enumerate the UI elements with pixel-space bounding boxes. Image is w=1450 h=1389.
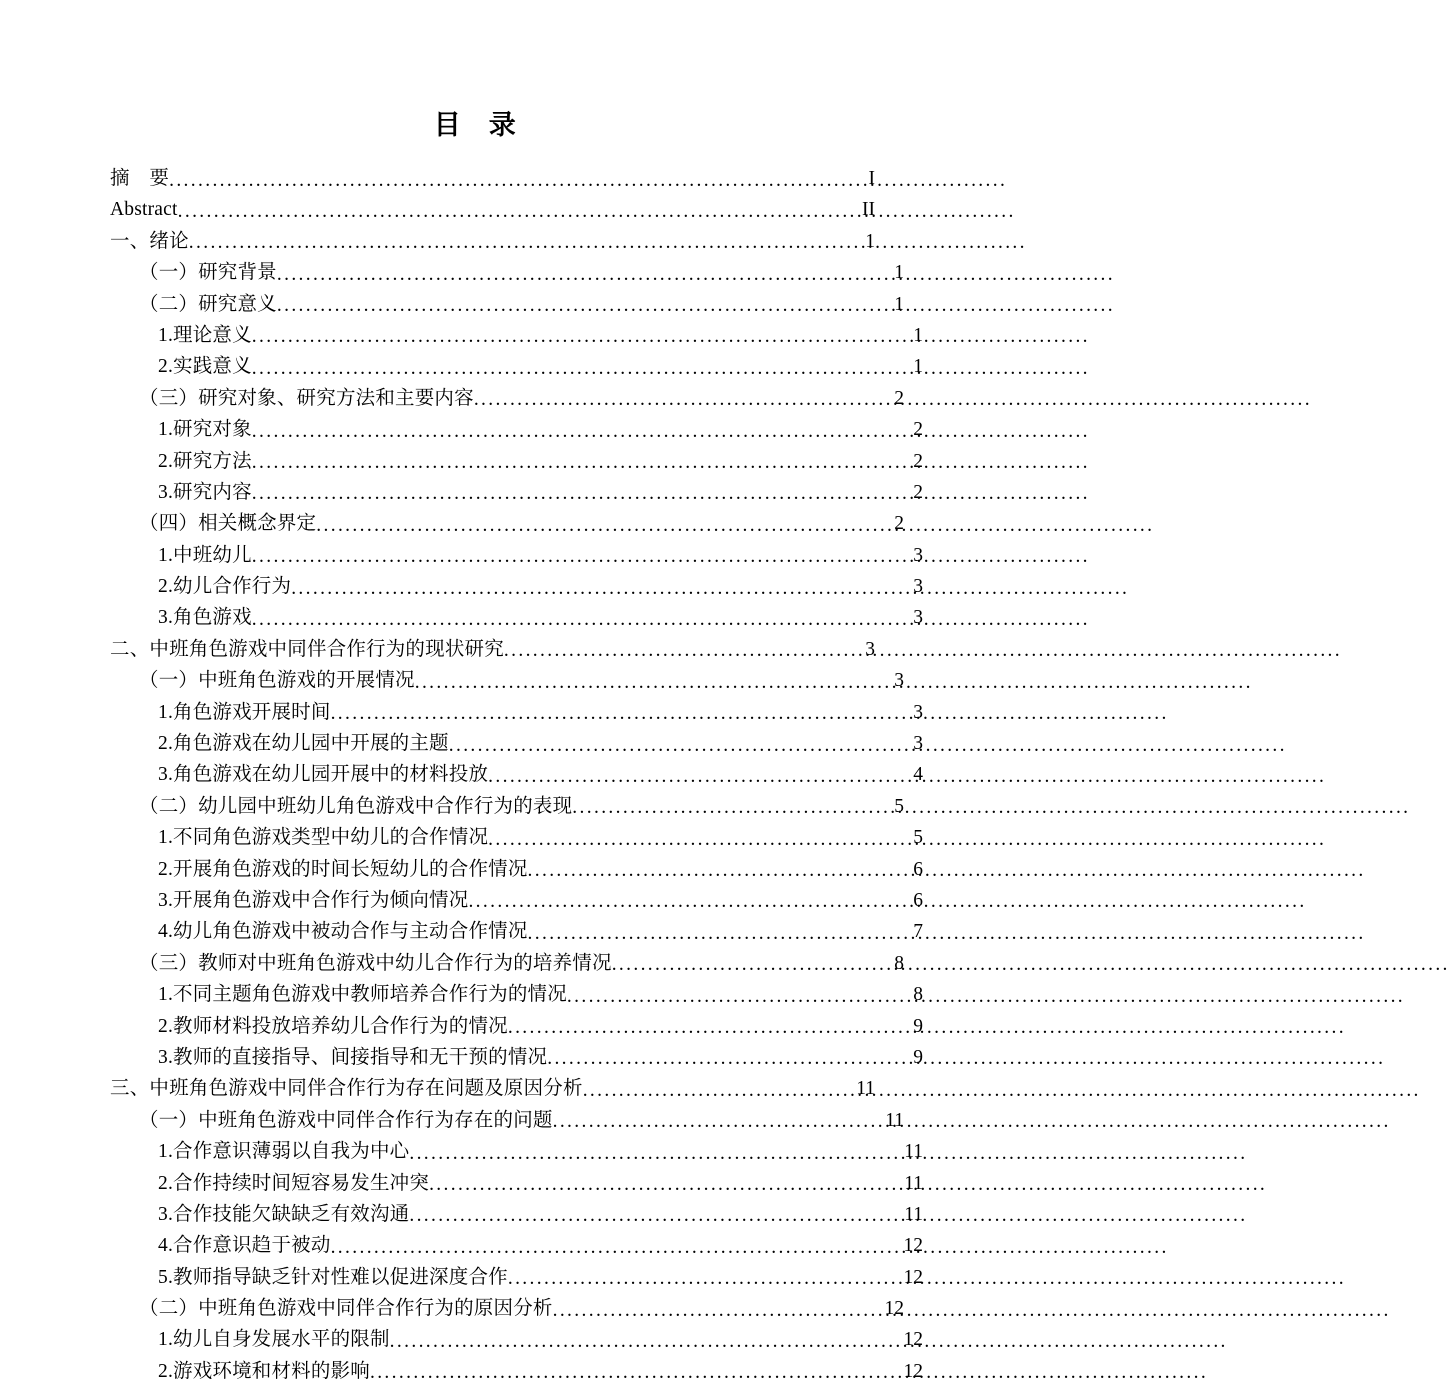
toc-dot-leader [169,165,867,185]
toc-dot-leader [612,949,894,969]
toc-entry-label: 1.理论意义 [158,324,252,346]
toc-entry-page-number: 5 [894,795,904,817]
toc-entry[interactable] [110,446,923,477]
toc-entry-page-number: 8 [913,984,923,1006]
toc-entry-page-number: 3 [913,733,923,755]
toc-entry-page-number: 11 [904,1141,923,1163]
toc-entry[interactable] [110,540,923,571]
toc-entry-label: 3.研究内容 [158,481,252,503]
toc-entry[interactable] [110,1356,923,1387]
toc-dot-leader [277,259,893,279]
toc-dot-leader [331,698,913,718]
toc-entry-label: 3.角色游戏 [158,607,252,629]
toc-entry[interactable] [110,414,923,445]
toc-entry[interactable] [110,1073,875,1104]
toc-entry-page-number: 11 [904,1203,923,1225]
toc-entry[interactable] [110,854,923,885]
toc-dot-leader [331,1232,903,1252]
toc-dot-leader [508,1263,903,1283]
toc-entry[interactable] [110,508,904,539]
toc-entry-label: （三）教师对中班角色游戏中幼儿合作行为的培养情况 [139,952,612,974]
toc-entry-label: 1.幼儿自身发展水平的限制 [158,1329,390,1351]
table-of-contents-list [110,163,923,1387]
toc-entry[interactable] [110,634,875,665]
toc-entry[interactable] [110,351,923,382]
toc-dot-leader [252,416,912,436]
toc-entry-label: 2.教师材料投放培养幼儿合作行为的情况 [158,1015,508,1037]
toc-entry-label: Abstract [110,199,178,221]
toc-entry[interactable] [110,885,923,916]
toc-entry-page-number: 1 [865,230,875,252]
toc-entry-page-number: 12 [884,1298,904,1320]
toc-entry-label: （二）幼儿园中班幼儿角色游戏中合作行为的表现 [139,795,573,817]
toc-dot-leader [189,227,864,247]
toc-entry-page-number: 1 [913,356,923,378]
toc-entry-page-number: 7 [913,921,923,943]
toc-entry-page-number: 3 [865,638,875,660]
toc-entry-page-number: 9 [913,1046,923,1068]
toc-entry[interactable] [110,1324,923,1355]
toc-entry-page-number: I [868,168,875,189]
toc-entry-label: （一）中班角色游戏中同伴合作行为存在的问题 [139,1109,553,1131]
toc-entry-page-number: 11 [885,1109,904,1131]
toc-entry-label: 二、中班角色游戏中同伴合作行为的现状研究 [110,638,504,660]
toc-entry-page-number: 3 [913,701,923,723]
toc-entry-page-number: 8 [894,952,904,974]
toc-entry[interactable] [110,257,904,288]
toc-dot-leader [572,792,893,812]
toc-entry[interactable] [110,979,923,1010]
toc-entry-page-number: 5 [913,827,923,849]
toc-entry-label: 4.幼儿角色游戏中被动合作与主动合作情况 [158,921,528,943]
toc-entry-page-number: 3 [913,607,923,629]
toc-entry-label: 1.角色游戏开展时间 [158,701,331,723]
toc-dot-leader [553,1106,885,1126]
toc-entry-label: 3.教师的直接指导、间接指导和无干预的情况 [158,1046,548,1068]
toc-entry[interactable] [110,1199,923,1230]
toc-entry[interactable] [110,571,923,602]
toc-entry-page-number: 3 [913,576,923,598]
toc-dot-leader [583,1075,856,1095]
toc-dot-leader [252,604,912,624]
toc-entry-label: （二）中班角色游戏中同伴合作行为的原因分析 [139,1298,553,1320]
toc-entry[interactable] [110,697,923,728]
toc-dot-leader [429,1169,903,1189]
toc-dot-leader [252,541,912,561]
toc-dot-leader [468,886,912,906]
toc-entry[interactable] [110,383,904,414]
toc-entry[interactable] [110,1042,923,1073]
toc-entry-label: 1.合作意识薄弱以自我为中心 [158,1141,410,1163]
toc-dot-leader [508,1012,912,1032]
toc-entry-page-number: II [862,199,875,221]
toc-entry-label: 2.合作持续时间短容易发生冲突 [158,1172,430,1194]
toc-dot-leader [528,918,913,938]
toc-entry-label: 摘 要 [110,168,170,189]
toc-dot-leader [488,824,912,844]
toc-entry[interactable] [110,289,904,320]
toc-dot-leader [277,290,893,310]
toc-entry-page-number: 2 [894,387,904,409]
toc-entry-label: （一）研究背景 [139,262,277,284]
toc-entry[interactable] [110,320,923,351]
toc-dot-leader [415,667,894,687]
toc-entry-page-number: 11 [904,1172,923,1194]
toc-entry-label: 3.合作技能欠缺缺乏有效沟通 [158,1203,410,1225]
toc-entry-page-number: 9 [913,1015,923,1037]
toc-entry-page-number: 1 [894,293,904,315]
toc-entry[interactable] [110,1293,904,1324]
toc-dot-leader [252,321,912,341]
toc-entry-label: 1.研究对象 [158,419,252,441]
toc-dot-leader [547,1043,912,1063]
toc-entry-page-number: 12 [903,1266,923,1288]
toc-entry-label: 3.角色游戏在幼儿园开展中的材料投放 [158,764,489,786]
toc-entry[interactable] [110,665,904,696]
toc-entry-page-number: 2 [913,450,923,472]
toc-entry-page-number: 12 [903,1360,923,1382]
toc-dot-leader [567,981,912,1001]
toc-dot-leader [178,196,861,216]
toc-entry-label: 2.幼儿合作行为 [158,576,292,598]
toc-entry-label: 2.开展角色游戏的时间长短幼儿的合作情况 [158,858,528,880]
toc-entry-label: 4.合作意识趋于被动 [158,1235,331,1257]
toc-entry-page-number: 1 [894,262,904,284]
toc-dot-leader [252,478,912,498]
toc-entry-label: 1.不同主题角色游戏中教师培养合作行为的情况 [158,984,567,1006]
toc-entry[interactable] [110,916,923,947]
toc-entry[interactable] [110,1011,923,1042]
toc-entry[interactable] [110,728,923,759]
toc-entry-label: 2.角色游戏在幼儿园中开展的主题 [158,733,449,755]
toc-entry[interactable] [110,602,923,633]
toc-entry[interactable] [110,163,875,194]
toc-entry-page-number: 12 [903,1235,923,1257]
toc-entry-label: 1.不同角色游戏类型中幼儿的合作情况 [158,827,489,849]
toc-entry-label: 2.游戏环境和材料的影响 [158,1360,370,1382]
toc-entry-page-number: 2 [913,481,923,503]
toc-entry-label: 1.中班幼儿 [158,544,252,566]
toc-entry-label: 3.开展角色游戏中合作行为倾向情况 [158,889,469,911]
toc-entry-page-number: 3 [894,670,904,692]
toc-entry-page-number: 6 [913,858,923,880]
toc-entry[interactable] [110,1168,923,1199]
toc-dot-leader [449,730,913,750]
toc-entry[interactable] [110,477,923,508]
toc-dot-leader [504,635,864,655]
toc-entry-label: 一、绪论 [110,230,189,252]
toc-entry-page-number: 6 [913,889,923,911]
toc-entry-label: 2.实践意义 [158,356,252,378]
toc-entry[interactable] [110,1262,923,1293]
toc-dot-leader [409,1138,903,1158]
toc-entry-page-number: 2 [913,419,923,441]
toc-entry-label: （三）研究对象、研究方法和主要内容 [139,387,474,409]
toc-entry-label: 5.教师指导缺乏针对性难以促进深度合作 [158,1266,508,1288]
toc-dot-leader [488,761,912,781]
toc-dot-leader [316,510,893,530]
toc-dot-leader [553,1295,884,1315]
toc-dot-leader [291,573,912,593]
page-title: 目 录 [433,110,517,140]
toc-entry[interactable] [110,791,904,822]
toc-entry[interactable] [110,194,875,225]
toc-dot-leader [528,855,913,875]
toc-entry-label: （二）研究意义 [139,293,277,315]
toc-entry[interactable] [110,759,923,790]
toc-entry-page-number: 3 [913,544,923,566]
toc-entry[interactable] [110,1105,904,1136]
toc-entry-page-number: 11 [856,1078,875,1100]
toc-dot-leader [252,353,912,373]
toc-dot-leader [370,1357,903,1377]
toc-entry-label: （四）相关概念界定 [139,513,317,535]
toc-entry[interactable] [110,1136,923,1167]
toc-dot-leader [252,447,912,467]
toc-entry-page-number: 1 [913,324,923,346]
toc-entry-page-number: 2 [894,513,904,535]
toc-entry[interactable] [110,948,904,979]
toc-entry-label: 2.研究方法 [158,450,252,472]
toc-entry-label: 三、中班角色游戏中同伴合作行为存在问题及原因分析 [110,1078,583,1100]
toc-entry-page-number: 4 [913,764,923,786]
toc-dot-leader [390,1326,903,1346]
toc-entry-page-number: 12 [903,1329,923,1351]
toc-entry[interactable] [110,226,875,257]
toc-dot-leader [409,1200,903,1220]
toc-dot-leader [474,384,893,404]
toc-entry-label: （一）中班角色游戏的开展情况 [139,670,415,692]
toc-entry[interactable] [110,1230,923,1261]
toc-entry[interactable] [110,822,923,853]
